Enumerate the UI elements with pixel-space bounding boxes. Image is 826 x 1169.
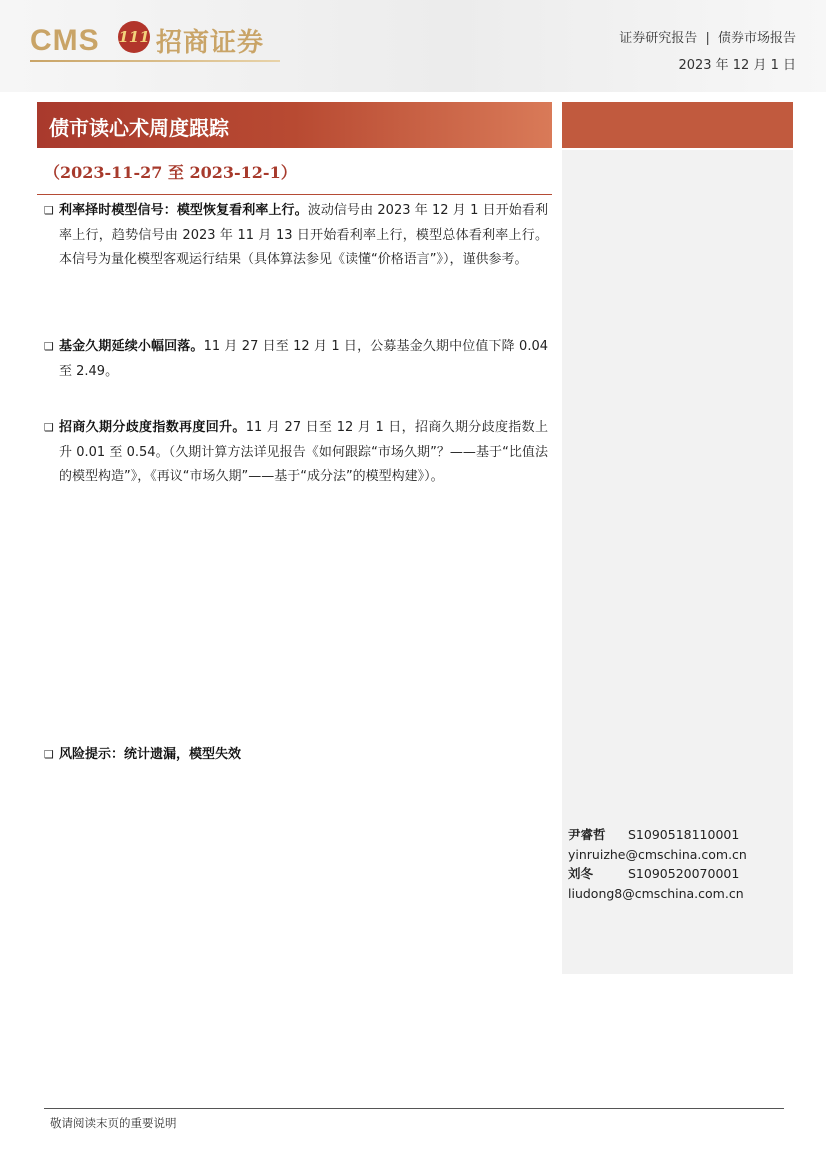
footer-notice: 敬请阅读末页的重要说明 <box>50 1116 177 1130</box>
footer-divider <box>44 1108 784 1109</box>
author-email[interactable]: liudong8@cmschina.com.cn <box>568 886 744 901</box>
bullet-text: 11 月 27 日至 12 月 1 日，公募基金久期中位值下降 0.04 至 2.49。 <box>59 339 548 379</box>
bullet-text: 11 月 27 日至 12 月 1 日，招商久期分歧度指数上升 0.01 至 0.54。（久期计算方法详见报告《如何跟踪“市场久期”？——基于“比值法的模型构造”》，《再议“市场久期”——基于“成分法”的模型构建》）。 <box>59 420 548 484</box>
subtitle-divider <box>37 194 552 195</box>
logo-underline <box>30 60 280 62</box>
report-separator: | <box>705 31 710 46</box>
author-block <box>568 864 744 901</box>
bullet-rate-timing <box>44 199 548 273</box>
bullet-lead: 招商久期分歧度指数再度回升。 <box>59 420 246 435</box>
page-title: 债市读心术周度跟踪 <box>49 116 229 140</box>
bullet-content <box>59 743 548 768</box>
bullet-content <box>59 199 548 273</box>
title-banner <box>37 102 552 148</box>
bullet-fund-duration <box>44 335 548 384</box>
author-name: 尹睿哲 <box>568 827 606 842</box>
bullet-lead: 利率择时模型信号：模型恢复看利率上行。 <box>59 203 308 218</box>
logo-chinese-name: 招商证券 <box>156 28 265 58</box>
report-type-line <box>619 27 796 46</box>
bullet-checkbox-icon: ❑ <box>44 340 54 353</box>
bullet-content <box>59 416 548 490</box>
date-range-subtitle: （2023-11-27 至 2023-12-1） <box>44 163 297 182</box>
author-email[interactable]: yinruizhe@cmschina.com.cn <box>568 847 747 862</box>
logo-emblem-icon: 111 <box>118 21 150 53</box>
report-category: 债券市场报告 <box>717 31 796 46</box>
author-name: 刘冬 <box>568 866 594 881</box>
logo-latin: CMS <box>30 24 100 57</box>
author-cert-id: S1090518110001 <box>628 827 740 842</box>
report-date: 2023 年 12 月 1 日 <box>678 58 796 73</box>
side-banner <box>562 102 793 148</box>
bullet-lead: 风险提示：统计遗漏，模型失效 <box>59 747 242 762</box>
bullet-text: 波动信号由 2023 年 12 月 1 日开始看利率上行，趋势信号由 2023 年 11 月 13 日开始看利率上行，模型总体看利率上行。本信号为量化模型客观运行结果（具体算法参见《读懂“价格语言”》），谨供参考。 <box>59 203 548 267</box>
bullet-content <box>59 335 548 384</box>
bullet-risk-warning <box>44 743 548 768</box>
report-meta <box>619 27 796 73</box>
bullet-checkbox-icon: ❑ <box>44 204 54 217</box>
author-block <box>568 825 747 862</box>
bullet-lead: 基金久期延续小幅回落。 <box>59 339 204 354</box>
author-cert-id: S1090520070001 <box>628 866 740 881</box>
bullet-checkbox-icon: ❑ <box>44 421 54 434</box>
bullet-checkbox-icon: ❑ <box>44 748 54 761</box>
report-type: 证券研究报告 <box>619 31 698 46</box>
bullet-divergence-index <box>44 416 548 490</box>
